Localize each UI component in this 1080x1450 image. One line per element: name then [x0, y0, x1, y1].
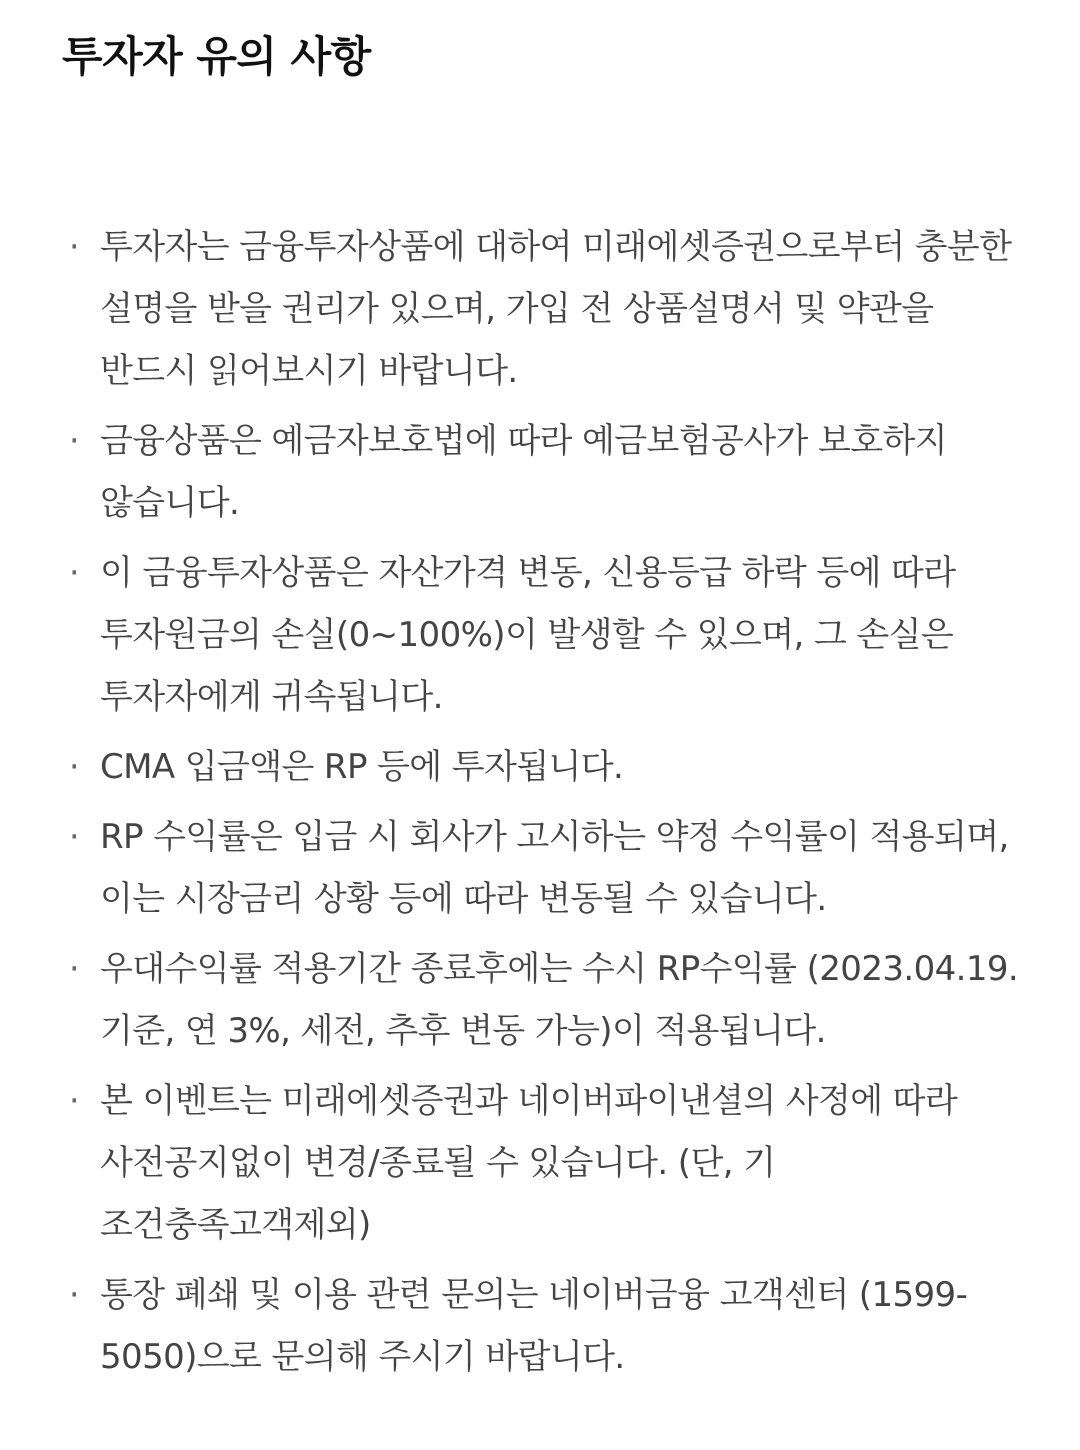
- list-item: [0, 410, 1080, 534]
- notice-text: 우대수익률 적용기간 종료후에는 수시 RP수익률 (2023.04.19. 기준, 연 3%, 세전, 추후 변동 가능)이 적용됩니다.: [100, 949, 1019, 1051]
- list-item: [0, 806, 1080, 930]
- notice-text: 금융상품은 예금자보호법에 따라 예금보험공사가 보호하지 않습니다.: [100, 421, 947, 523]
- notice-list: [0, 216, 1080, 1388]
- page-title: 투자자 유의 사항: [62, 32, 371, 81]
- notice-text: CMA 입금액은 RP 등에 투자됩니다.: [100, 747, 624, 787]
- notice-text: 이 금융투자상품은 자산가격 변동, 신용등급 하락 등에 따라 투자원금의 손실(0~100%)이 발생할 수 있으며, 그 손실은 투자자에게 귀속됩니다.: [100, 553, 956, 717]
- bullet-icon: ·: [68, 1081, 80, 1121]
- list-item: [0, 216, 1080, 402]
- notice-text: 투자자는 금융투자상품에 대하여 미래에셋증권으로부터 충분한 설명을 받을 권리가 있으며, 가입 전 상품설명서 및 약관을 반드시 읽어보시기 바랍니다.: [100, 227, 1012, 391]
- bullet-icon: ·: [68, 747, 80, 787]
- bullet-icon: ·: [68, 421, 80, 461]
- notice-text: 본 이벤트는 미래에셋증권과 네이버파이낸셜의 사정에 따라 사전공지없이 변경/종료될 수 있습니다. (단, 기 조건충족고객제외): [100, 1081, 958, 1245]
- bullet-icon: ·: [68, 1275, 80, 1315]
- notice-text: RP 수익률은 입금 시 회사가 고시하는 약정 수익률이 적용되며, 이는 시장금리 상황 등에 따라 변동될 수 있습니다.: [100, 817, 1009, 919]
- bullet-icon: ·: [68, 227, 80, 267]
- bullet-icon: ·: [68, 817, 80, 857]
- list-item: [0, 1264, 1080, 1388]
- bullet-icon: ·: [68, 553, 80, 593]
- list-item: [0, 736, 1080, 798]
- list-item: [0, 1070, 1080, 1256]
- list-item: [0, 938, 1080, 1062]
- bullet-icon: ·: [68, 949, 80, 989]
- notice-text: 통장 폐쇄 및 이용 관련 문의는 네이버금융 고객센터 (1599-5050)으로 문의해 주시기 바랍니다.: [100, 1275, 968, 1377]
- list-item: [0, 542, 1080, 728]
